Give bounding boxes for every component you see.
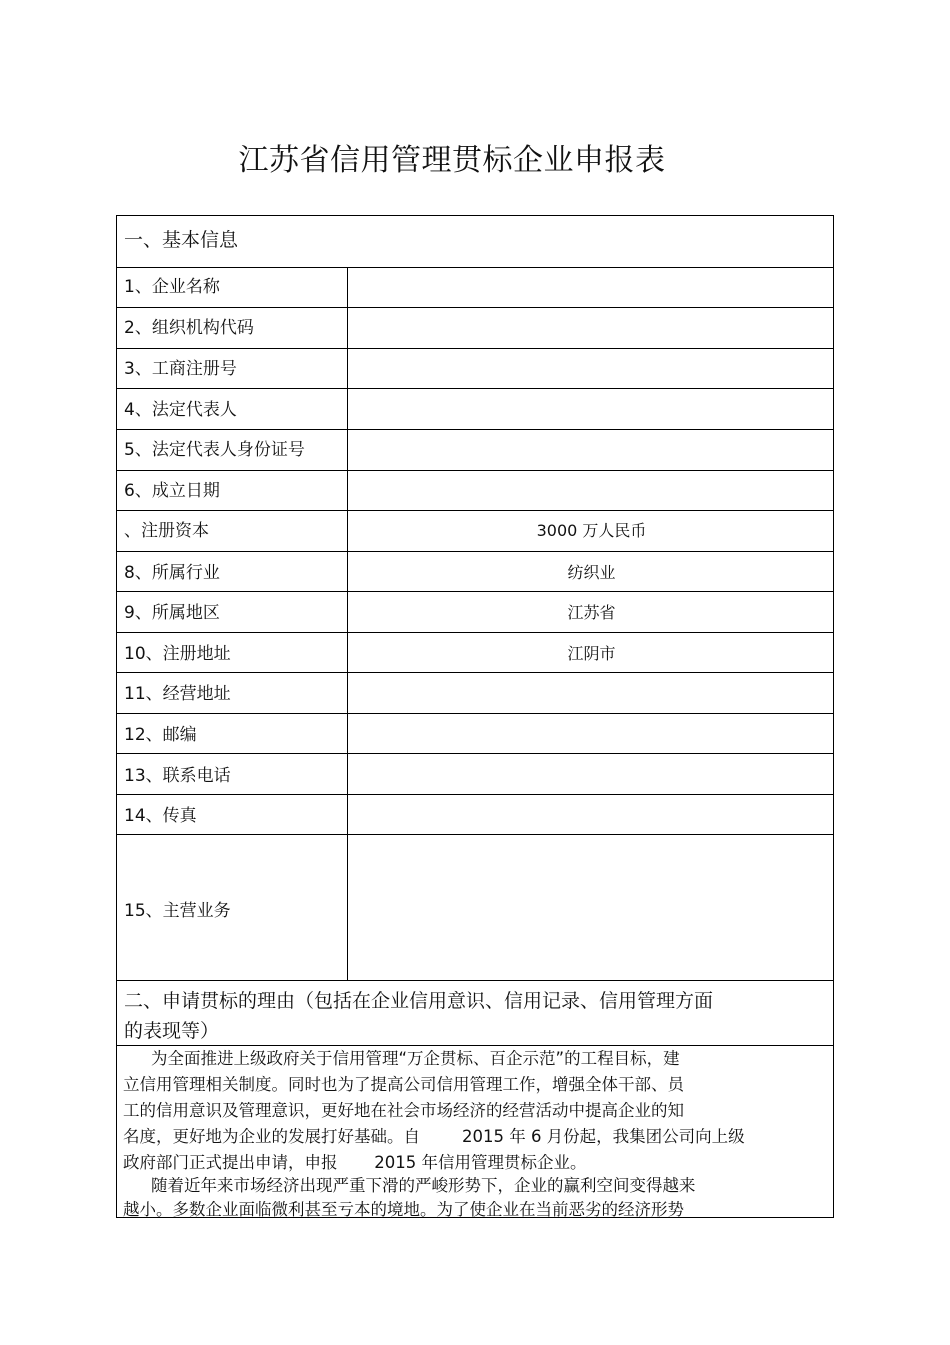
row-divider [117,307,833,308]
row-divider [117,713,833,714]
row-divider [117,388,833,389]
reason-text-line: 越小。多数企业面临微利甚至亏本的境地。为了使企业在当前恶劣的经济形势 [123,1200,684,1219]
field-value-region[interactable]: 江苏省 [567,603,616,622]
field-label-company-name: 1、企业名称 [124,277,220,297]
row-divider [117,591,833,592]
page-title: 江苏省信用管理贯标企业申报表 [238,143,666,178]
row-divider [117,510,833,511]
column-divider [347,267,348,980]
field-label-legal-rep-id: 5、法定代表人身份证号 [124,440,305,460]
section-reason-heading-line1: 二、申请贯标的理由（包括在企业信用意识、信用记录、信用管理方面 [124,990,714,1012]
row-divider [117,672,833,673]
reason-text-line: 工的信用意识及管理意识，更好地在社会市场经济的经营活动中提高企业的知 [123,1101,684,1120]
reason-text-line: 政府部门正式提出申请，申报 2015 年信用管理贯标企业。 [123,1153,587,1172]
field-label-established-date: 6、成立日期 [124,481,220,501]
reason-text-line: 为全面推进上级政府关于信用管理“万企贯标、百企示范”的工程目标，建 [151,1049,680,1068]
field-label-region: 9、所属地区 [124,603,220,623]
field-label-legal-rep: 4、法定代表人 [124,400,237,420]
field-label-org-code: 2、组织机构代码 [124,318,254,338]
field-label-postcode: 12、邮编 [124,725,197,745]
field-value-registered-address[interactable]: 江阴市 [567,644,616,663]
field-label-phone: 13、联系电话 [124,766,231,786]
row-divider [117,980,833,981]
reason-text-line: 随着近年来市场经济出现严重下滑的严峻形势下，企业的赢利空间变得越来 [151,1176,696,1195]
section-basic-info-heading: 一、基本信息 [124,229,239,251]
row-divider [117,794,833,795]
row-divider [117,429,833,430]
reason-text-line: 立信用管理相关制度。同时也为了提高公司信用管理工作，增强全体干部、员 [123,1075,684,1094]
field-value-industry[interactable]: 纺织业 [567,563,616,582]
field-label-main-business: 15、主营业务 [124,901,231,921]
field-label-industry: 8、所属行业 [124,563,220,583]
row-divider [117,632,833,633]
row-divider [117,1045,833,1046]
row-divider [117,470,833,471]
section-reason-heading-line2: 的表现等） [124,1020,220,1042]
application-form-table [116,215,834,1218]
row-divider [117,753,833,754]
row-divider [117,348,833,349]
field-label-fax: 14、传真 [124,806,197,826]
field-label-business-reg-no: 3、工商注册号 [124,359,237,379]
field-value-registered-capital[interactable]: 3000 万人民币 [536,521,647,540]
field-label-registered-capital: 、注册资本 [124,521,209,541]
field-label-business-address: 11、经营地址 [124,684,231,704]
row-divider [117,834,833,835]
reason-text-line: 名度，更好地为企业的发展打好基础。自 2015 年 6 月份起，我集团公司向上级 [123,1127,745,1146]
row-divider [117,267,833,268]
row-divider [117,551,833,552]
field-label-registered-address: 10、注册地址 [124,644,231,664]
